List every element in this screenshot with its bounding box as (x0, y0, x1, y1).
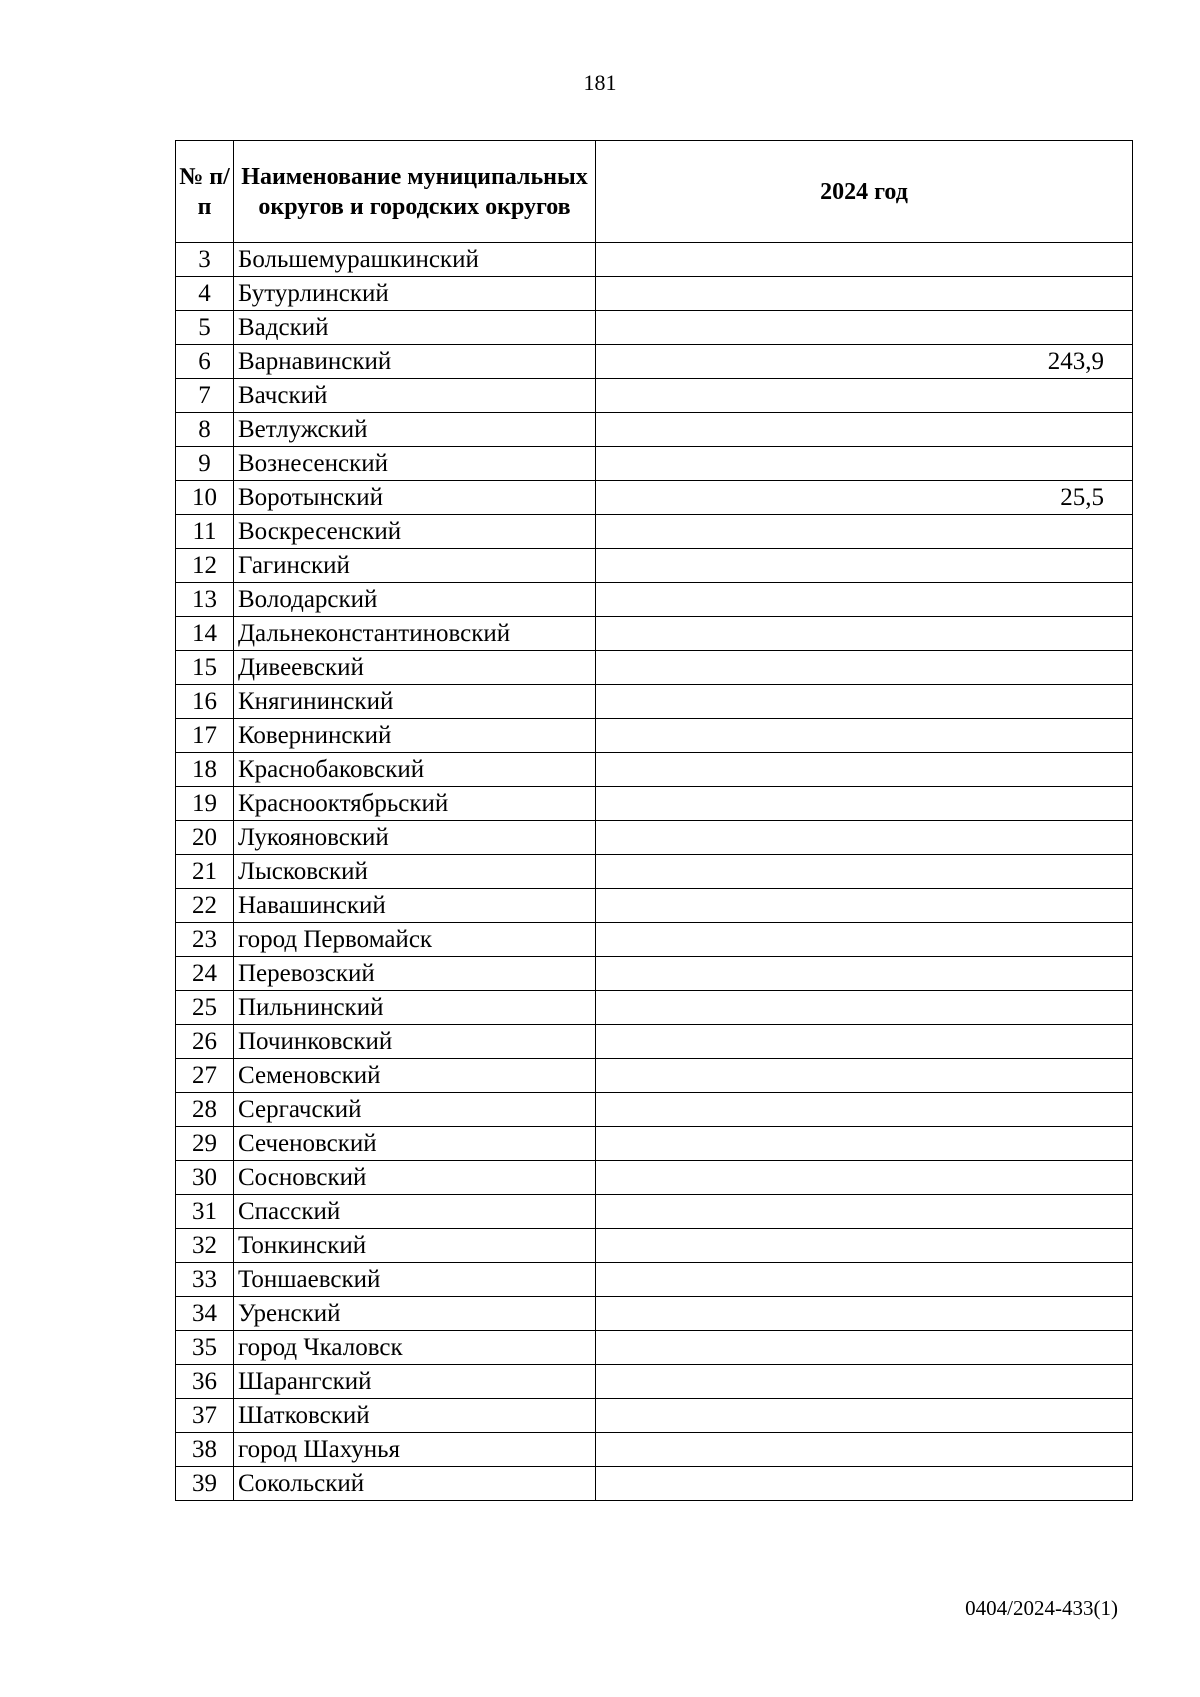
district-name: Спасский (234, 1195, 596, 1229)
row-number: 31 (176, 1195, 234, 1229)
district-name: Вачский (234, 379, 596, 413)
value-2024 (596, 583, 1133, 617)
row-number: 8 (176, 413, 234, 447)
table-row (176, 345, 1133, 379)
district-name: Воскресенский (234, 515, 596, 549)
row-number: 28 (176, 1093, 234, 1127)
district-name: Вознесенский (234, 447, 596, 481)
table-row (176, 413, 1133, 447)
row-number: 7 (176, 379, 234, 413)
district-name: Воротынский (234, 481, 596, 515)
table-row (176, 1467, 1133, 1501)
table-row (176, 821, 1133, 855)
table-row (176, 1297, 1133, 1331)
district-name: Дальнеконстантиновский (234, 617, 596, 651)
header-year-2024: 2024 год (596, 141, 1133, 243)
district-name: Большемурашкинский (234, 243, 596, 277)
table-row (176, 1331, 1133, 1365)
district-name: Сокольский (234, 1467, 596, 1501)
district-name: Гагинский (234, 549, 596, 583)
table-row (176, 1127, 1133, 1161)
value-2024 (596, 277, 1133, 311)
district-name: Ковернинский (234, 719, 596, 753)
row-number: 23 (176, 923, 234, 957)
district-name: Лысковский (234, 855, 596, 889)
table-row (176, 1059, 1133, 1093)
row-number: 27 (176, 1059, 234, 1093)
district-name: Краснооктябрьский (234, 787, 596, 821)
page-number: 181 (583, 70, 617, 95)
table-row (176, 481, 1133, 515)
district-name: Шатковский (234, 1399, 596, 1433)
row-number: 24 (176, 957, 234, 991)
value-2024 (596, 991, 1133, 1025)
value-2024 (596, 549, 1133, 583)
row-number: 32 (176, 1229, 234, 1263)
value-2024 (596, 1263, 1133, 1297)
row-number: 3 (176, 243, 234, 277)
row-number: 17 (176, 719, 234, 753)
table-row (176, 1195, 1133, 1229)
value-2024 (596, 1195, 1133, 1229)
value-2024 (596, 753, 1133, 787)
table-row (176, 787, 1133, 821)
table-row (176, 243, 1133, 277)
district-name: Лукояновский (234, 821, 596, 855)
table-row (176, 379, 1133, 413)
row-number: 18 (176, 753, 234, 787)
header-number: № п/п (176, 141, 234, 243)
row-number: 6 (176, 345, 234, 379)
table-row (176, 889, 1133, 923)
row-number: 16 (176, 685, 234, 719)
district-name: Ветлужский (234, 413, 596, 447)
value-2024 (596, 1059, 1133, 1093)
table-row (176, 617, 1133, 651)
table-row (176, 753, 1133, 787)
row-number: 12 (176, 549, 234, 583)
table-row (176, 277, 1133, 311)
value-2024 (596, 889, 1133, 923)
district-name: Перевозский (234, 957, 596, 991)
table-header-row (176, 141, 1133, 243)
table-row (176, 685, 1133, 719)
table-row (176, 583, 1133, 617)
district-name: Тонкинский (234, 1229, 596, 1263)
district-name: Тоншаевский (234, 1263, 596, 1297)
value-2024 (596, 447, 1133, 481)
value-2024 (596, 855, 1133, 889)
table-row (176, 855, 1133, 889)
value-2024 (596, 821, 1133, 855)
value-2024 (596, 617, 1133, 651)
table-row (176, 1161, 1133, 1195)
district-name: Княгининский (234, 685, 596, 719)
header-name: Наименование муниципальных округов и городских округов (234, 141, 596, 243)
district-name: Починковский (234, 1025, 596, 1059)
row-number: 34 (176, 1297, 234, 1331)
table-row (176, 991, 1133, 1025)
table-row (176, 1263, 1133, 1297)
value-2024 (596, 923, 1133, 957)
table-row (176, 447, 1133, 481)
value-2024 (596, 1297, 1133, 1331)
value-2024 (596, 1365, 1133, 1399)
row-number: 37 (176, 1399, 234, 1433)
value-2024: 243,9 (596, 345, 1133, 379)
row-number: 19 (176, 787, 234, 821)
table-row (176, 311, 1133, 345)
table-row (176, 1093, 1133, 1127)
value-2024 (596, 719, 1133, 753)
value-2024 (596, 1331, 1133, 1365)
row-number: 22 (176, 889, 234, 923)
table-row (176, 719, 1133, 753)
district-name: город Чкаловск (234, 1331, 596, 1365)
row-number: 11 (176, 515, 234, 549)
row-number: 15 (176, 651, 234, 685)
district-name: Сосновский (234, 1161, 596, 1195)
value-2024 (596, 957, 1133, 991)
municipal-districts-table (175, 140, 1133, 1501)
value-2024 (596, 243, 1133, 277)
value-2024: 25,5 (596, 481, 1133, 515)
value-2024 (596, 685, 1133, 719)
value-2024 (596, 1433, 1133, 1467)
row-number: 29 (176, 1127, 234, 1161)
row-number: 38 (176, 1433, 234, 1467)
value-2024 (596, 311, 1133, 345)
district-name: Уренский (234, 1297, 596, 1331)
district-name: Шарангский (234, 1365, 596, 1399)
value-2024 (596, 515, 1133, 549)
document-code: 0404/2024-433(1) (965, 1596, 1118, 1620)
value-2024 (596, 1025, 1133, 1059)
table-row (176, 549, 1133, 583)
value-2024 (596, 1467, 1133, 1501)
district-name: Пильнинский (234, 991, 596, 1025)
table-row (176, 1399, 1133, 1433)
row-number: 30 (176, 1161, 234, 1195)
district-name: Дивеевский (234, 651, 596, 685)
table-body (176, 243, 1133, 1501)
table-row (176, 1365, 1133, 1399)
table-row (176, 1433, 1133, 1467)
row-number: 35 (176, 1331, 234, 1365)
row-number: 20 (176, 821, 234, 855)
district-name: Навашинский (234, 889, 596, 923)
value-2024 (596, 1093, 1133, 1127)
value-2024 (596, 651, 1133, 685)
district-name: Краснобаковский (234, 753, 596, 787)
row-number: 10 (176, 481, 234, 515)
value-2024 (596, 1161, 1133, 1195)
value-2024 (596, 1229, 1133, 1263)
value-2024 (596, 379, 1133, 413)
district-name: город Первомайск (234, 923, 596, 957)
table-row (176, 1229, 1133, 1263)
table-row (176, 1025, 1133, 1059)
district-name: город Шахунья (234, 1433, 596, 1467)
district-name: Володарский (234, 583, 596, 617)
row-number: 33 (176, 1263, 234, 1297)
table-row (176, 651, 1133, 685)
district-name: Бутурлинский (234, 277, 596, 311)
row-number: 5 (176, 311, 234, 345)
row-number: 39 (176, 1467, 234, 1501)
row-number: 26 (176, 1025, 234, 1059)
row-number: 4 (176, 277, 234, 311)
value-2024 (596, 413, 1133, 447)
row-number: 21 (176, 855, 234, 889)
table-row (176, 515, 1133, 549)
value-2024 (596, 787, 1133, 821)
row-number: 25 (176, 991, 234, 1025)
row-number: 9 (176, 447, 234, 481)
value-2024 (596, 1127, 1133, 1161)
row-number: 13 (176, 583, 234, 617)
table-row (176, 923, 1133, 957)
district-name: Семеновский (234, 1059, 596, 1093)
value-2024 (596, 1399, 1133, 1433)
district-name: Сеченовский (234, 1127, 596, 1161)
district-name: Вадский (234, 311, 596, 345)
district-name: Варнавинский (234, 345, 596, 379)
row-number: 14 (176, 617, 234, 651)
row-number: 36 (176, 1365, 234, 1399)
district-name: Сергачский (234, 1093, 596, 1127)
table-row (176, 957, 1133, 991)
